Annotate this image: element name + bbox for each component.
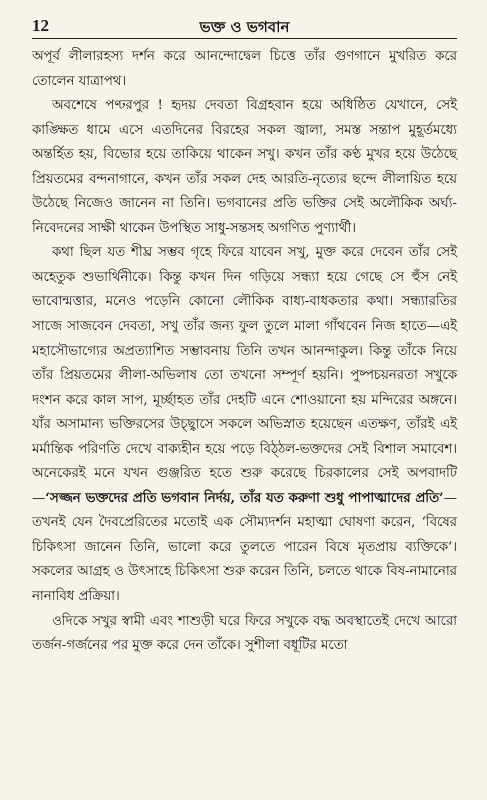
paragraph-2-text: অবশেষে পণ্ঢরপুর ! হৃদয় দেবতা বিগ্রহবান হয়ে অধিষ্ঠিত যেখানে, সেই কাঙ্ক্ষিত ধামে এসে এতদিনের বিরহের সকল জ্বালা, সমস্ত সন্তাপ মুহূর্তমধ্যে অন্তর্হিত হয়, বিভোর হয়ে তাকিয়ে থাকেন সখু। কখন তাঁর কণ্ঠ মুখর হয়ে উঠেছে প্রিয়তমের বন্দনাগানে, কখন তাঁর সকল দেহ আরতি-নৃত্যের ছন্দে লীলায়িত হয়ে উঠেছে নিজেও জানেন না তিনি। ভগবানের প্রতি ভক্তির সেই অলৌকিক অর্ঘ্য-নিবেদনের সাক্ষী থাকেন উপস্থিত সাধু-সন্তসহ অগণিত পুণ্যার্থী।	[32, 98, 457, 236]
running-title: ভক্ত ও ভগবান	[199, 18, 290, 36]
paragraph-4	[32, 610, 457, 659]
paragraph-4-text: ওদিকে সখুর স্বামী এবং শাশুড়ী ঘরে ফিরে সখুকে বদ্ধ অবস্থাতেই দেখে আরো তর্জন-গর্জনের পর মুক্ত করে দেন তাঁকে। সুশীলা বধূটির মতো	[32, 613, 457, 654]
paragraph-1-text: অপূর্ব লীলারহস্য দর্শন করে আনন্দোদ্বেল চিত্তে তাঁর গুণগানে মুখরিত করে তোলেন যাত্রাপথ।	[32, 49, 457, 89]
paragraph-3	[32, 241, 457, 609]
page-number: 12	[32, 16, 49, 35]
paragraph-3-text: কথা ছিল যত শীঘ্র সম্ভব গৃহে ফিরে যাবেন সখু, মুক্ত করে দেবেন তাঁর সেই অহেতুক শুভার্থিনীকে। কিন্তু কখন দিন গড়িয়ে সন্ধ্যা হয়ে গেছে সে হুঁস নেই ভাবোন্মত্তার, মনেও পড়েনি কোনো লৌকিক বাধ্য-বাধকতার কথা। সন্ধ্যারতির সাজে সাজবেন দেবতা, সখু তাঁর জন্য ফুল তুলে মালা গাঁথবেন নিজ হাতে—এই মহাসৌভাগ্যের অপ্রত্যাশিত সম্ভাবনায় তিনি তখন আনন্দাকুল। কিন্তু তাঁকে নিয়ে তাঁর প্রিয়তমের লীলা-অভিলাষ তো তখনো সম্পূর্ণ হয়নি। পুষ্পচয়নরতা সখুকে দংশন করে কাল সাপ, মূর্চ্ছাহত তাঁর দেহটি এনে শোওয়ানো হয় মন্দিরের অঙ্গনে। যাঁর অসামান্য ভক্তিরসের উচ্ছ্বাসে সকলে অভিস্নাত হয়েছেন এতক্ষণ, তাঁরই এই মর্মান্তিক পরিণতি দেখে বাক্যহীন হয়ে পড়ে বিঠ্‌ঠল-ভক্তদের সেই বিশাল সমাবেশ। অনেকেরই মনে যখন গুঞ্জরিত হতে শুরু করেছে চিরকালের সেই অপবাদটি—	[32, 245, 457, 506]
paragraph-1	[32, 45, 457, 94]
paragraph-2	[32, 94, 457, 241]
paragraph-3-bold-quote: ‘সজ্জন ভক্তদের প্রতি ভগবান নির্দয়, তাঁর যত করুণা শুধু পাপাত্মাদের প্রতি’	[45, 490, 444, 506]
page-header	[32, 14, 457, 39]
paragraph-3-text-continued: —তখনই যেন দৈবপ্রেরিতের মতোই এক সৌম্যদর্শন মহাত্মা ঘোষণা করেন, ‘বিষের চিকিৎসা জানেন তিনি, ভালো করে তুলতে পারেন বিষে মৃতপ্রায় ব্যক্তিকে’। সকলের আগ্রহ ও উৎসাহে চিকিৎসা শুরু করেন তিনি, চলতে থাকে বিষ-নামানোর নানাবিধ প্রক্রিয়া।	[32, 490, 457, 605]
